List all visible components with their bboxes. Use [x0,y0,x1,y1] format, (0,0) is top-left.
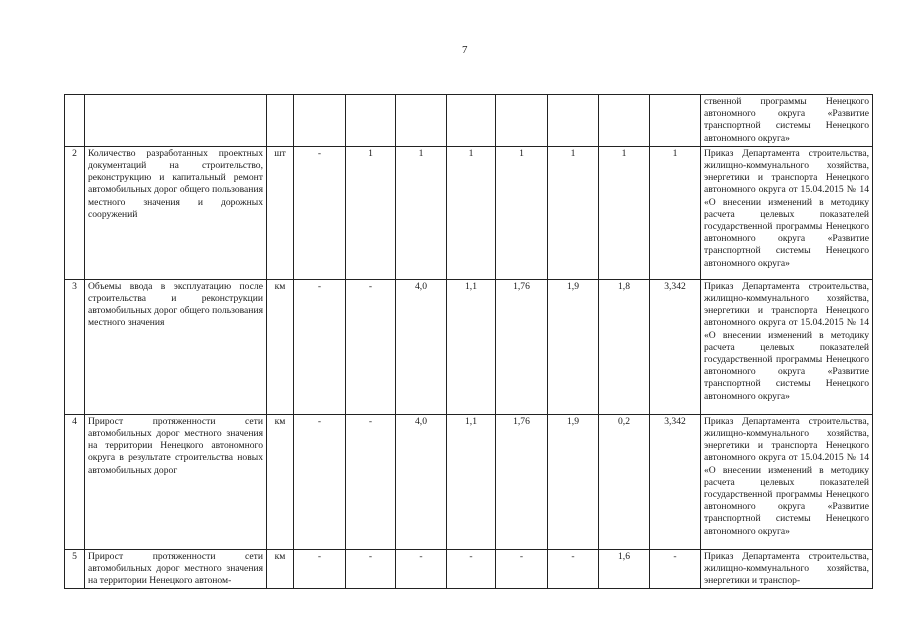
value-cell [294,95,346,147]
value-cell: 3,342 [650,414,701,549]
unit-cell: км [267,414,294,549]
row-number: 5 [65,549,85,589]
value-cell: 1,9 [548,279,599,414]
value-cell: 1 [396,146,447,279]
value-cell: 1 [650,146,701,279]
table-row [65,414,873,549]
value-cell: - [346,414,396,549]
value-cell: - [346,549,396,589]
value-cell: - [294,279,346,414]
unit-cell [267,95,294,147]
value-cell: - [496,549,548,589]
value-cell: 1,9 [548,414,599,549]
value-cell: - [294,414,346,549]
value-cell: - [396,549,447,589]
value-cell: 4,0 [396,279,447,414]
value-cell: 1,76 [496,414,548,549]
row-number: 2 [65,146,85,279]
value-cell [346,95,396,147]
value-cell: 1 [548,146,599,279]
indicator-name: Прирост протяженности сети автомобильных дорог местного значения на территории Ненецкого автоном- [85,549,267,589]
value-cell [447,95,496,147]
value-cell: - [346,279,396,414]
unit-cell: км [267,279,294,414]
value-cell: 1 [496,146,548,279]
value-cell: 4,0 [396,414,447,549]
indicator-name [85,95,267,147]
value-cell [396,95,447,147]
value-cell [599,95,650,147]
value-cell: - [548,549,599,589]
indicators-table [64,94,873,589]
value-cell: - [294,146,346,279]
value-cell: 1,1 [447,279,496,414]
value-cell [548,95,599,147]
value-cell: 3,342 [650,279,701,414]
value-cell: 1,8 [599,279,650,414]
unit-cell: км [267,549,294,589]
page-number: 7 [462,44,468,56]
value-cell [650,95,701,147]
indicator-name: Прирост протяженности сети автомобильных дорог местного значения на территории Ненецкого автономного округа в результате строительства новых автомобильных дорог [85,414,267,549]
value-cell: 1 [447,146,496,279]
source-cell: Приказ Департамента строительства, жилищно-коммунального хозяйства, энергетики и транспорта Ненецкого автономного округа от 15.04.2015 № 14 «О внесении изменений в методику расчета целевых показателей государственной программы Ненецкого автономного округа «Развитие транспортной системы Ненецкого автономного округа» [701,146,873,279]
row-number: 3 [65,279,85,414]
value-cell: - [650,549,701,589]
source-cell: ственной программы Ненецкого автономного округа «Развитие транспортной системы Ненецкого автономного округа» [701,95,873,147]
value-cell: 1,76 [496,279,548,414]
value-cell: - [447,549,496,589]
unit-cell: шт [267,146,294,279]
row-number [65,95,85,147]
value-cell: 1 [346,146,396,279]
value-cell: - [294,549,346,589]
value-cell: 1,1 [447,414,496,549]
table-row [65,279,873,414]
table-row [65,146,873,279]
source-cell: Приказ Департамента строительства, жилищно-коммунального хозяйства, энергетики и транспорта Ненецкого автономного округа от 15.04.2015 № 14 «О внесении изменений в методику расчета целевых показателей государственной программы Ненецкого автономного округа «Развитие транспортной системы Ненецкого автономного округа» [701,414,873,549]
value-cell: 1 [599,146,650,279]
row-number: 4 [65,414,85,549]
indicator-name: Объемы ввода в эксплуатацию после строительства и реконструкции автомобильных дорог общего пользования местного значения [85,279,267,414]
table-row [65,95,873,147]
source-cell: Приказ Департамента строительства, жилищно-коммунального хозяйства, энергетики и транспор- [701,549,873,589]
value-cell: 1,6 [599,549,650,589]
source-cell: Приказ Департамента строительства, жилищно-коммунального хозяйства, энергетики и транспорта Ненецкого автономного округа от 15.04.2015 № 14 «О внесении изменений в методику расчета целевых показателей государственной программы Ненецкого автономного округа «Развитие транспортной системы Ненецкого автономного округа» [701,279,873,414]
indicator-name: Количество разработанных проектных документаций на строительство, реконструкцию и капитальный ремонт автомобильных дорог общего пользования местного значения и дорожных сооружений [85,146,267,279]
table-row [65,549,873,589]
value-cell [496,95,548,147]
value-cell: 0,2 [599,414,650,549]
